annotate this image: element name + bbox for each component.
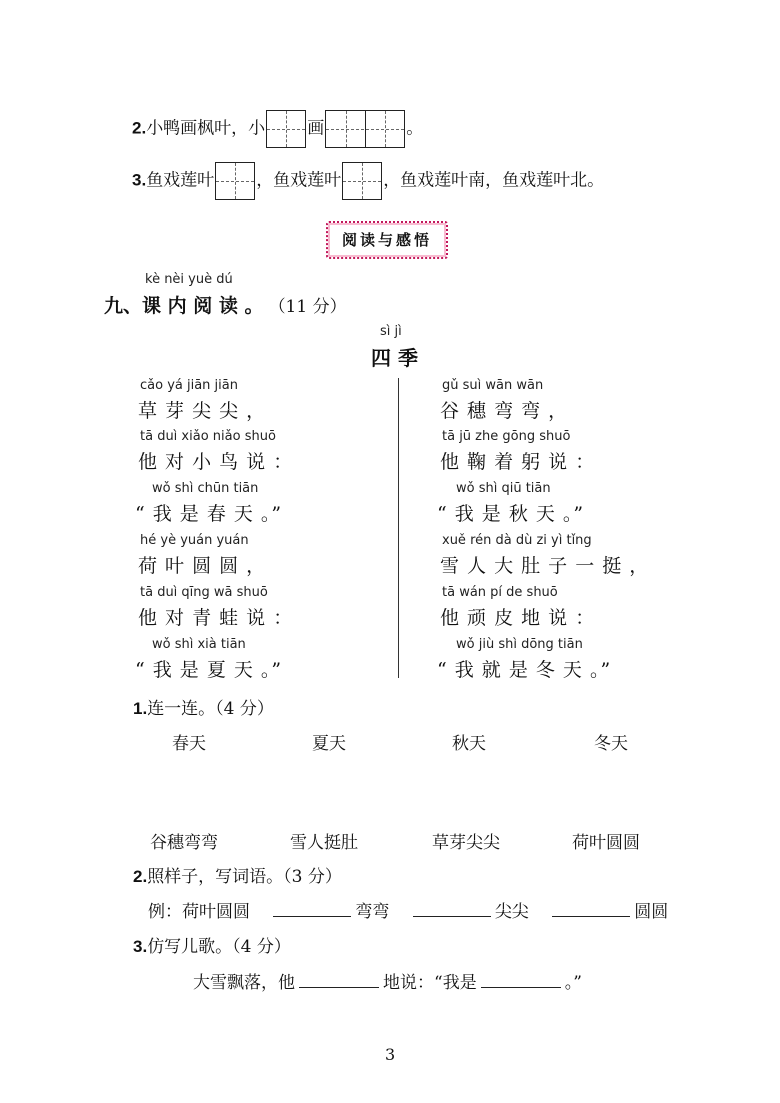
poem-title-pinyin: sì jì bbox=[380, 324, 402, 339]
poem-left-line-6: “ 我 是 夏 天 。” bbox=[135, 659, 283, 681]
answer-blank[interactable] bbox=[273, 898, 351, 917]
poem-right-pinyin-2: tā jū zhe gōng shuō bbox=[442, 429, 571, 444]
answer-blank[interactable] bbox=[413, 898, 491, 917]
banner-label: 阅读与感悟 bbox=[341, 231, 432, 249]
poem-left-pinyin-2: tā duì xiǎo niǎo shuō bbox=[140, 429, 276, 444]
question-text: 照样子，写词语。（3 分） bbox=[147, 867, 342, 887]
poem-title: 四 季 bbox=[371, 346, 418, 370]
question-3 bbox=[132, 162, 604, 200]
poem-right-line-2: 他 鞠 着 躬 说 ： bbox=[440, 451, 596, 473]
poem-left-pinyin-1: cǎo yá jiān jiān bbox=[140, 378, 238, 393]
tian-grid-box[interactable] bbox=[325, 110, 405, 148]
poem-left-pinyin-3: wǒ shì chūn tiān bbox=[152, 481, 259, 496]
example-label: 例：荷叶圆圆 bbox=[148, 902, 250, 922]
imitation-text: 地说：“我是 bbox=[383, 973, 477, 993]
imitation-row bbox=[193, 968, 582, 993]
season-word[interactable]: 夏天 bbox=[312, 734, 346, 754]
poem-left-line-5: 他 对 青 蛙 说 ： bbox=[138, 607, 294, 629]
section-score: （11 分） bbox=[268, 297, 347, 317]
poem-right-line-1: 谷 穗 弯 弯 ， bbox=[440, 400, 569, 422]
season-word[interactable]: 秋天 bbox=[452, 734, 486, 754]
question-number: 3. bbox=[133, 937, 148, 956]
question-text: 小鸭画枫叶，小 bbox=[146, 118, 266, 139]
question-number: 1. bbox=[133, 699, 148, 718]
pattern-word: 圆圆 bbox=[634, 902, 669, 922]
word-pattern-row bbox=[148, 897, 668, 922]
poem-left-pinyin-4: hé yè yuán yuán bbox=[140, 533, 249, 548]
poem-divider bbox=[398, 378, 399, 678]
poem-right-line-6: “ 我 就 是 冬 天 。” bbox=[437, 659, 612, 681]
section-banner bbox=[326, 221, 448, 259]
poem-right-pinyin-3: wǒ shì qiū tiān bbox=[456, 481, 551, 496]
imitation-text: 。” bbox=[564, 973, 582, 993]
phrase-word[interactable]: 雪人挺肚 bbox=[290, 833, 358, 853]
phrase-word[interactable]: 草芽尖尖 bbox=[432, 833, 500, 853]
phrase-word[interactable]: 荷叶圆圆 bbox=[572, 833, 640, 853]
question-number: 2. bbox=[132, 118, 147, 138]
phrase-word[interactable]: 谷穗弯弯 bbox=[150, 833, 218, 853]
answer-blank[interactable] bbox=[552, 898, 630, 917]
poem-right-pinyin-5: tā wán pí de shuō bbox=[442, 585, 558, 600]
question-text: 连一连。（4 分） bbox=[147, 699, 274, 719]
poem-right-pinyin-4: xuě rén dà dù zi yì tǐng bbox=[442, 533, 592, 548]
season-word[interactable]: 春天 bbox=[172, 734, 206, 754]
poem-right-pinyin-1: gǔ suì wān wān bbox=[442, 378, 544, 393]
poem-right-pinyin-6: wǒ jiù shì dōng tiān bbox=[456, 637, 583, 652]
section-title: 九、课 内 阅 读 。 bbox=[104, 295, 264, 317]
question-text: 。 bbox=[406, 118, 424, 139]
season-word[interactable]: 冬天 bbox=[594, 734, 628, 754]
question-text: 仿写儿歌。（4 分） bbox=[147, 937, 291, 957]
answer-blank[interactable] bbox=[299, 969, 379, 988]
question-2 bbox=[132, 110, 423, 148]
poem-right-line-4: 雪 人 大 肚 子 一 挺 ， bbox=[440, 555, 650, 577]
section-pinyin: kè nèi yuè dú bbox=[145, 272, 233, 287]
question-text: 画 bbox=[307, 118, 325, 139]
poem-right-line-5: 他 顽 皮 地 说 ： bbox=[440, 607, 596, 629]
sub-question-2 bbox=[133, 862, 342, 887]
tian-grid-box[interactable] bbox=[342, 162, 382, 200]
poem-right-line-3: “ 我 是 秋 天 。” bbox=[437, 503, 585, 525]
page-number: 3 bbox=[385, 1045, 396, 1064]
poem-left-line-1: 草 芽 尖 尖 ， bbox=[138, 400, 267, 422]
tian-grid-box[interactable] bbox=[266, 110, 306, 148]
pattern-word: 弯弯 bbox=[355, 902, 390, 922]
question-number: 3. bbox=[132, 170, 147, 190]
section-heading bbox=[104, 291, 347, 318]
question-text: ，鱼戏莲叶 bbox=[256, 170, 342, 191]
pattern-word: 尖尖 bbox=[494, 902, 529, 922]
answer-blank[interactable] bbox=[481, 969, 561, 988]
question-text: 鱼戏莲叶 bbox=[146, 170, 215, 191]
poem-left-line-4: 荷 叶 圆 圆 ， bbox=[138, 555, 267, 577]
poem-left-pinyin-5: tā duì qīng wā shuō bbox=[140, 585, 268, 600]
question-number: 2. bbox=[133, 867, 148, 886]
question-text: ，鱼戏莲叶南，鱼戏莲叶北。 bbox=[383, 170, 605, 191]
tian-grid-box[interactable] bbox=[215, 162, 255, 200]
poem-left-pinyin-6: wǒ shì xià tiān bbox=[152, 637, 246, 652]
sub-question-3 bbox=[133, 932, 291, 957]
imitation-text: 大雪飘落，他 bbox=[193, 973, 295, 993]
poem-left-line-2: 他 对 小 鸟 说 ： bbox=[138, 451, 294, 473]
poem-left-line-3: “ 我 是 春 天 。” bbox=[135, 503, 283, 525]
sub-question-1 bbox=[133, 694, 274, 719]
